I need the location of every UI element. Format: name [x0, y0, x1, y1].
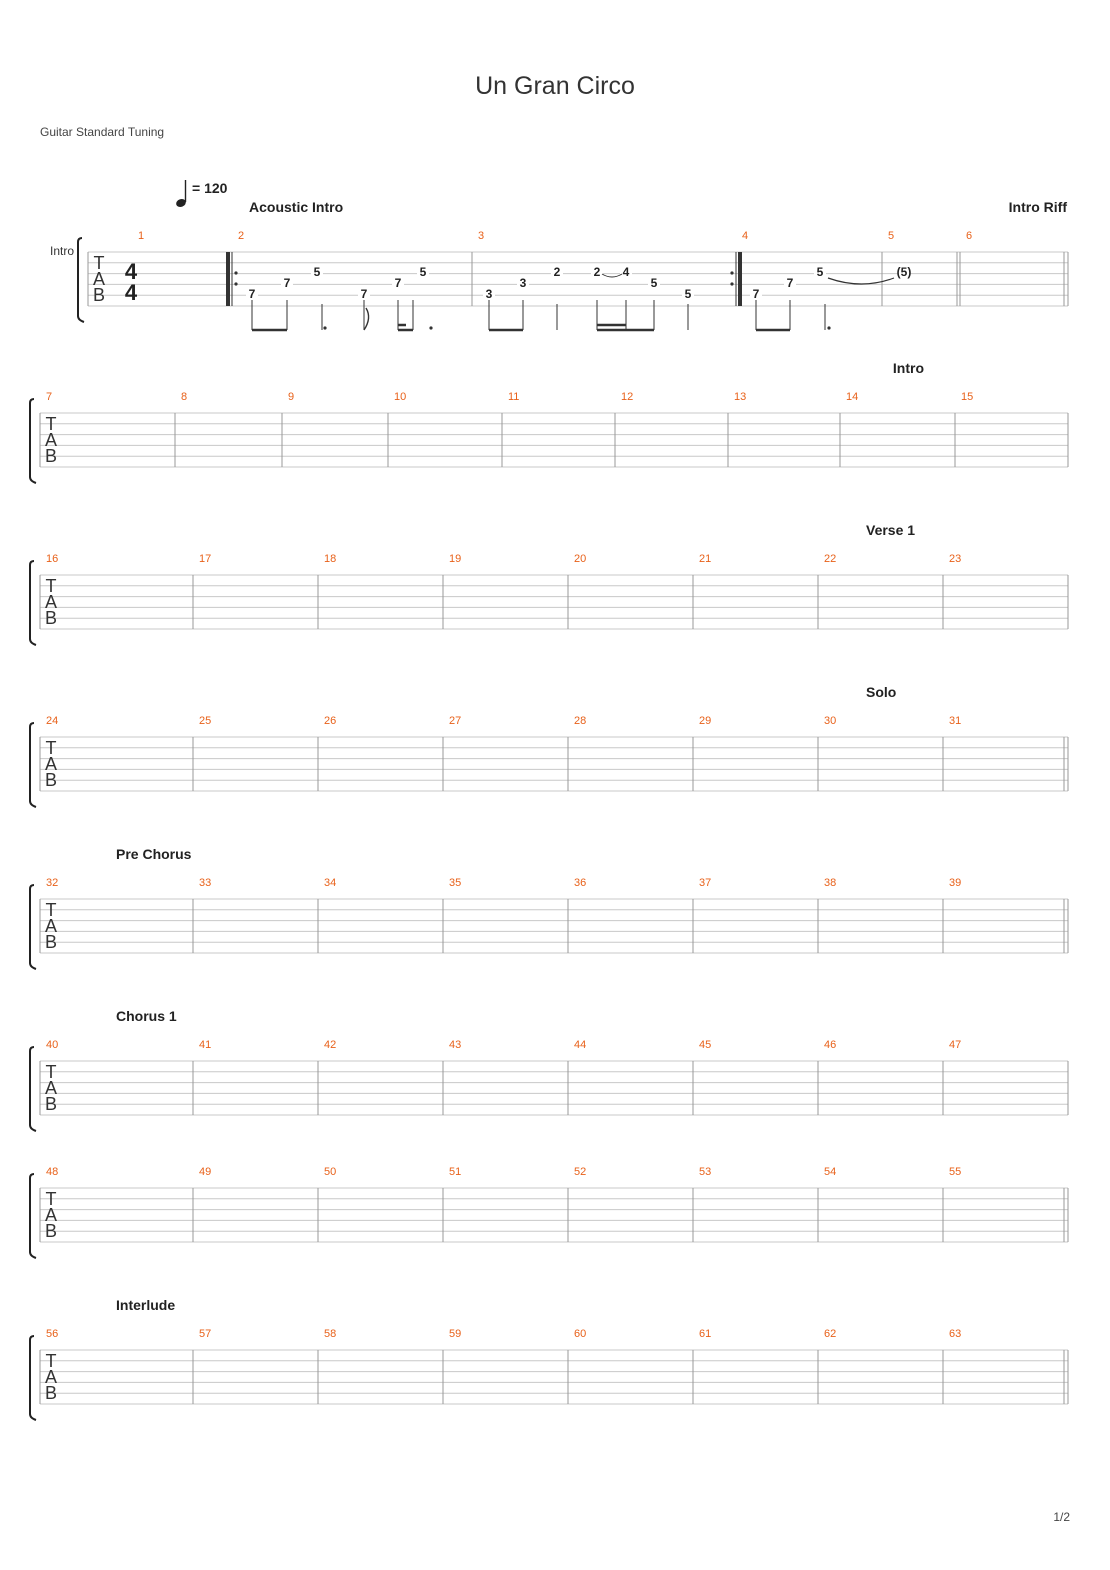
system-bracket [30, 1336, 36, 1420]
measure-number: 32 [46, 877, 59, 889]
measure-number: 7 [46, 391, 53, 403]
section-label: Chorus 1 [116, 1008, 177, 1024]
measure-number: 59 [449, 1328, 462, 1340]
system-bracket [30, 1047, 36, 1131]
measure-number: 24 [46, 715, 59, 727]
rhythm-dot [827, 326, 830, 329]
measure-number: 40 [46, 1039, 59, 1051]
fret-number: 5 [419, 265, 427, 279]
measure-number: 1 [138, 230, 145, 242]
measure-number: 18 [324, 553, 337, 565]
section-label: Acoustic Intro [249, 199, 344, 215]
section-label: Intro [892, 360, 924, 376]
tab-clef-letter: A [44, 916, 58, 936]
tab-clef-letter: A [44, 592, 58, 612]
measure-number: 54 [824, 1166, 837, 1178]
tab-clef-letter: B [44, 1094, 58, 1114]
measure-number: 57 [199, 1328, 212, 1340]
measure-number: 21 [699, 553, 712, 565]
measure-number: 22 [824, 553, 837, 565]
measure-number: 13 [734, 391, 747, 403]
system-bracket [78, 238, 84, 322]
tab-clef-letter: A [44, 754, 58, 774]
section-label: Verse 1 [866, 522, 916, 538]
measure-number: 41 [199, 1039, 212, 1051]
fret-number: 7 [786, 276, 794, 290]
fret-number: 7 [360, 287, 368, 301]
fret-number: (5) [896, 265, 912, 279]
measure-number: 47 [949, 1039, 962, 1051]
fret-number: 7 [394, 276, 402, 290]
measure-number: 30 [824, 715, 837, 727]
measure-number: 45 [699, 1039, 712, 1051]
measure-number: 50 [324, 1166, 337, 1178]
measure-number: 2 [238, 230, 245, 242]
measure-number: 6 [966, 230, 973, 242]
measure-number: 15 [961, 391, 974, 403]
measure-number: 23 [949, 553, 962, 565]
tab-clef-letter: A [44, 1205, 58, 1225]
measure-number: 4 [742, 230, 749, 242]
tab-clef-letter: A [44, 1367, 58, 1387]
measure-number: 17 [199, 553, 212, 565]
tab-clef-letter: T [45, 900, 57, 920]
track-label: Intro [50, 244, 75, 258]
measure-number: 61 [699, 1328, 712, 1340]
measure-number: 56 [46, 1328, 59, 1340]
repeat-dot [730, 271, 733, 274]
measure-number: 28 [574, 715, 587, 727]
measure-number: 55 [949, 1166, 962, 1178]
tab-clef-letter: T [93, 253, 105, 273]
tab-clef-letter: B [92, 285, 106, 305]
measure-number: 16 [46, 553, 59, 565]
measure-number: 38 [824, 877, 837, 889]
tab-clef-letter: B [44, 1221, 58, 1241]
time-signature-top: 4 [124, 259, 138, 284]
measure-number: 52 [574, 1166, 587, 1178]
page-number: 1/2 [1053, 1510, 1070, 1524]
measure-number: 3 [478, 230, 485, 242]
fret-number: 5 [650, 276, 658, 290]
tab-clef-letter: T [45, 576, 57, 596]
measure-number: 36 [574, 877, 587, 889]
measure-number: 27 [449, 715, 462, 727]
measure-number: 63 [949, 1328, 962, 1340]
measure-number: 43 [449, 1039, 462, 1051]
measure-number: 62 [824, 1328, 837, 1340]
measure-number: 8 [181, 391, 188, 403]
fret-number: 2 [593, 265, 601, 279]
system-bracket [30, 1174, 36, 1258]
repeat-dot [234, 271, 237, 274]
measure-number: 35 [449, 877, 462, 889]
tab-clef-letter: B [44, 770, 58, 790]
fret-number: 3 [485, 287, 493, 301]
tab-clef-letter: T [45, 1062, 57, 1082]
rhythm-dot [323, 326, 326, 329]
measure-number: 10 [394, 391, 407, 403]
rhythm-flag [364, 308, 369, 330]
measure-number: 9 [288, 391, 295, 403]
repeat-dot [234, 282, 237, 285]
measure-number: 33 [199, 877, 212, 889]
fret-number: 5 [816, 265, 824, 279]
tab-clef-letter: T [45, 414, 57, 434]
fret-number: 3 [519, 276, 527, 290]
measure-number: 14 [846, 391, 859, 403]
measure-number: 26 [324, 715, 337, 727]
section-label: Interlude [116, 1297, 176, 1313]
measure-number: 53 [699, 1166, 712, 1178]
time-signature-bottom: 4 [124, 280, 138, 305]
fret-number: 4 [622, 265, 630, 279]
section-label: Intro Riff [1008, 199, 1067, 215]
measure-number: 39 [949, 877, 962, 889]
system-bracket [30, 561, 36, 645]
tie-curve [828, 278, 894, 284]
tuning-label: Guitar Standard Tuning [40, 125, 165, 139]
measure-number: 20 [574, 553, 587, 565]
measure-number: 12 [621, 391, 634, 403]
measure-number: 51 [449, 1166, 462, 1178]
tab-clef-letter: A [44, 430, 58, 450]
slur-curve [602, 274, 622, 277]
tab-clef-letter: B [44, 1383, 58, 1403]
fret-number: 7 [752, 287, 760, 301]
measure-number: 44 [574, 1039, 587, 1051]
measure-number: 60 [574, 1328, 587, 1340]
measure-number: 42 [324, 1039, 337, 1051]
section-label: Solo [866, 684, 897, 700]
tab-clef-letter: B [44, 446, 58, 466]
tab-clef-letter: A [92, 269, 106, 289]
measure-number: 19 [449, 553, 462, 565]
measure-number: 37 [699, 877, 712, 889]
measure-number: 29 [699, 715, 712, 727]
measure-number: 46 [824, 1039, 837, 1051]
repeat-dot [730, 282, 733, 285]
measure-number: 5 [888, 230, 895, 242]
measure-number: 58 [324, 1328, 337, 1340]
tab-clef-letter: B [44, 608, 58, 628]
system-bracket [30, 723, 36, 807]
measure-number: 25 [199, 715, 212, 727]
tab-clef-letter: T [45, 738, 57, 758]
rhythm-dot [429, 326, 432, 329]
fret-number: 7 [283, 276, 291, 290]
measure-number: 34 [324, 877, 337, 889]
system-bracket [30, 885, 36, 969]
system-bracket [30, 399, 36, 483]
fret-number: 7 [248, 287, 256, 301]
tab-clef-letter: T [45, 1189, 57, 1209]
tempo-text: = 120 [192, 180, 228, 196]
fret-number: 5 [313, 265, 321, 279]
measure-number: 11 [508, 391, 520, 403]
fret-number: 5 [684, 287, 692, 301]
tab-clef-letter: A [44, 1078, 58, 1098]
tab-clef-letter: T [45, 1351, 57, 1371]
fret-number: 2 [553, 265, 561, 279]
song-title: Un Gran Circo [475, 72, 635, 100]
measure-number: 48 [46, 1166, 59, 1178]
tab-clef-letter: B [44, 932, 58, 952]
measure-number: 31 [949, 715, 962, 727]
section-label: Pre Chorus [116, 846, 192, 862]
measure-number: 49 [199, 1166, 212, 1178]
